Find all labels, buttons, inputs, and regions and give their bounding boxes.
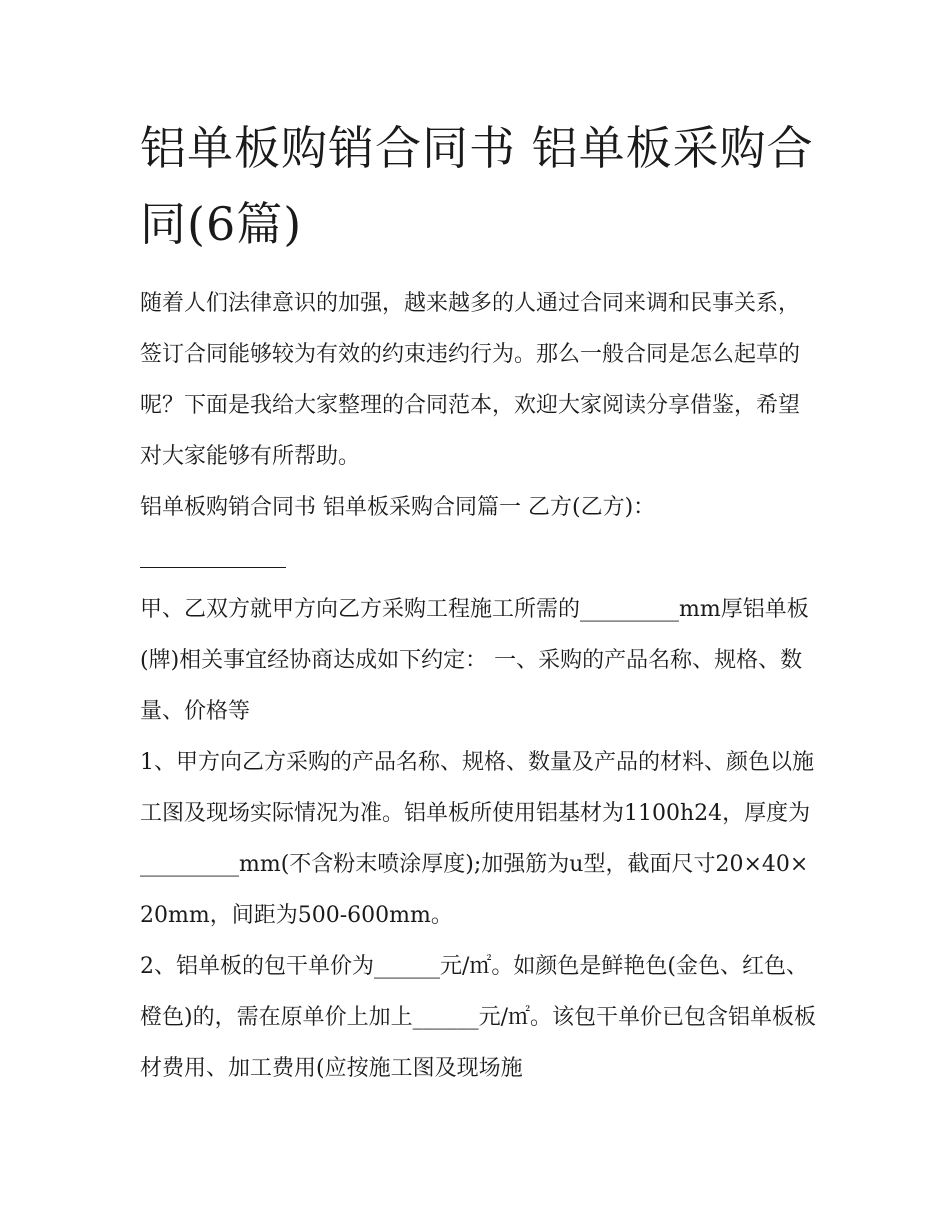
clause-1-paragraph: 1、甲方向乙方采购的产品名称、规格、数量及产品的材料、颜色以施工图及现场实际情况为准。铝单板所使用铝基材为1100h24，厚度为_________mm(不含粉末喷涂厚度);加强筋为u型，截面尺寸20×40×20mm，间距为500-600mm。 — [140, 750, 814, 928]
blank-line — [140, 533, 820, 584]
clause-2-paragraph: 2、铝单板的包干单价为______元/㎡。如颜色是鲜艳色(金色、红色、橙色)的，需在原单价上加上______元/㎡。该包干单价已包含铝单板板材费用、加工费用(应按施工图及现场施 — [140, 954, 816, 1081]
clause-intro-paragraph: 甲、乙双方就甲方向乙方采购工程施工所需的_________mm厚铝单板(牌)相关事宜经协商达成如下约定： 一、采购的产品名称、规格、数量、价格等 — [140, 597, 809, 724]
document-title: 铝单板购销合同书 铝单板采购合同(6篇) — [140, 121, 814, 251]
blank-underline — [140, 567, 286, 568]
section-heading: 铝单板购销合同书 铝单板采购合同篇一 乙方(乙方)： — [140, 495, 656, 520]
document-page — [140, 110, 820, 1094]
intro-paragraph: 随着人们法律意识的加强，越来越多的人通过合同来调和民事关系，签订合同能够较为有效的约束违约行为。那么一般合同是怎么起草的呢？下面是我给大家整理的合同范本，欢迎大家阅读分享借鉴，希望对大家能够有所帮助。 — [140, 291, 801, 469]
